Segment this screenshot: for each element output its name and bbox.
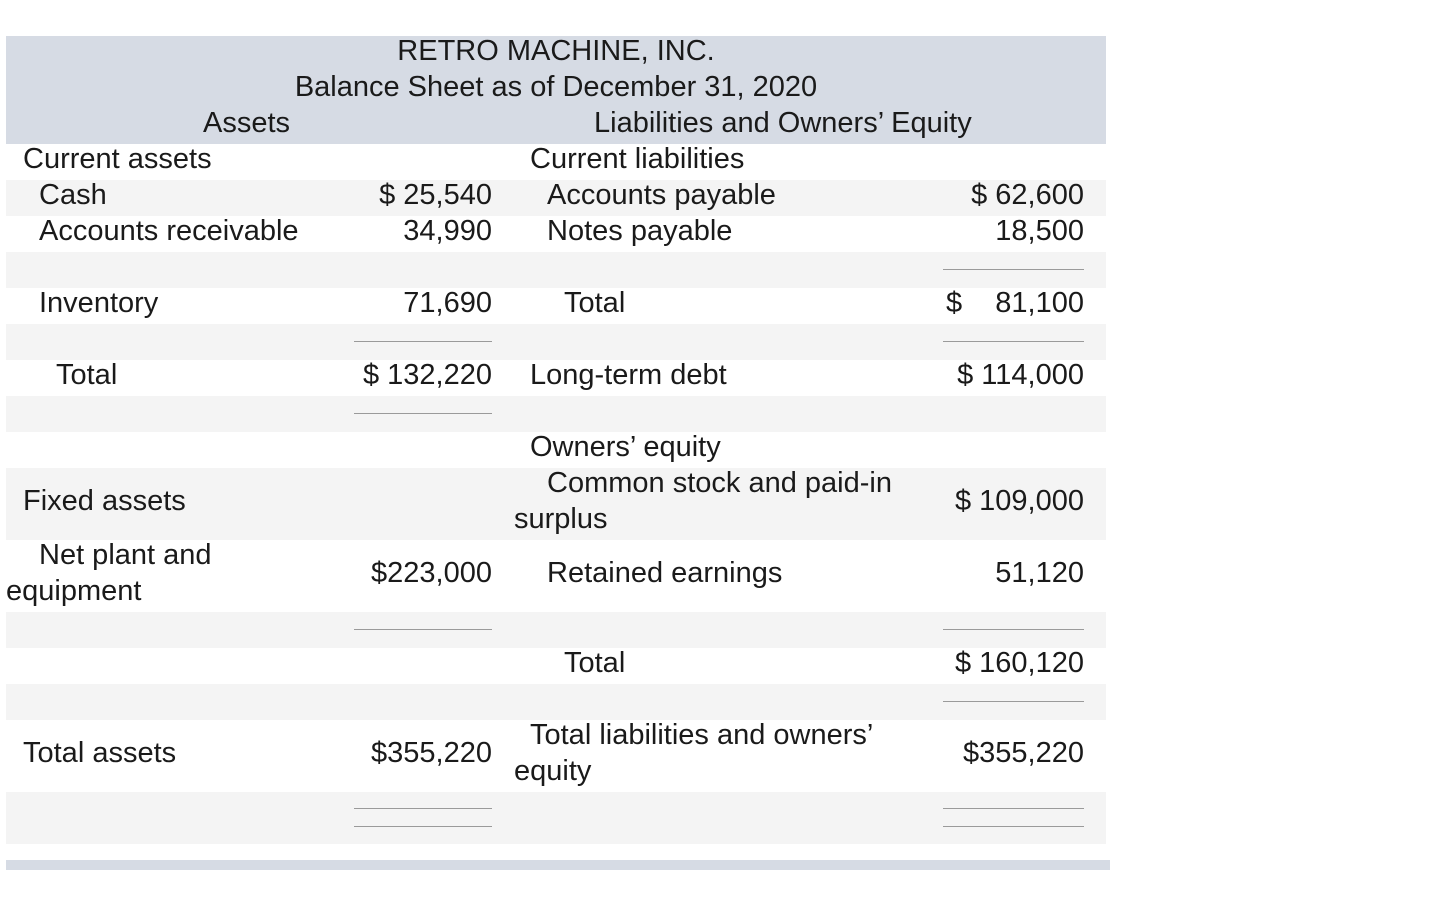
- underline: [354, 413, 492, 414]
- inventory-label: Inventory: [39, 287, 159, 319]
- common-stock-value: $ 109,000: [954, 485, 1084, 517]
- underline: [943, 629, 1084, 630]
- row-band: [6, 612, 1106, 648]
- retained-earnings-label: Retained earnings: [547, 557, 783, 589]
- receivable-label: Accounts receivable: [39, 215, 299, 247]
- receivable-value: 34,990: [403, 215, 492, 247]
- current-liabilities-heading: Current liabilities: [530, 143, 745, 175]
- total-le-label-line1: Total liabilities and owners’: [530, 719, 874, 751]
- assets-heading: Assets: [203, 107, 291, 139]
- current-liabilities-total-label: Total: [564, 287, 626, 319]
- row-band: [6, 684, 1106, 720]
- double-underline: [943, 826, 1084, 827]
- underline: [943, 701, 1084, 702]
- current-assets-total-label: Total: [56, 359, 118, 391]
- owners-equity-heading: Owners’ equity: [530, 431, 721, 463]
- total-le-label-line2: equity: [514, 755, 592, 787]
- current-assets-total-value: $ 132,220: [362, 359, 492, 391]
- net-plant-value: $223,000: [371, 557, 492, 589]
- cash-label: Cash: [39, 179, 107, 211]
- payable-label: Accounts payable: [547, 179, 776, 211]
- row-band: [6, 792, 1106, 844]
- long-term-debt-value: $ 114,000: [957, 359, 1084, 391]
- notes-value: 18,500: [995, 215, 1084, 247]
- row-band: [6, 396, 1106, 432]
- equity-total-label: Total: [564, 647, 626, 679]
- equity-total-value: $ 160,120: [954, 647, 1084, 679]
- common-stock-label-line1: Common stock and paid-in: [547, 467, 892, 499]
- underline: [943, 269, 1084, 270]
- company-name: RETRO MACHINE, INC.: [397, 35, 715, 67]
- net-plant-label-line2: equipment: [6, 575, 142, 607]
- payable-value: $ 62,600: [971, 179, 1084, 211]
- double-underline: [943, 808, 1084, 809]
- underline: [354, 629, 492, 630]
- underline: [354, 341, 492, 342]
- common-stock-label-line2: surplus: [514, 503, 608, 535]
- cash-value: $ 25,540: [379, 179, 492, 211]
- fixed-assets-heading: Fixed assets: [23, 485, 186, 517]
- retained-earnings-value: 51,120: [995, 557, 1084, 589]
- row-band: [6, 252, 1106, 288]
- current-liabilities-total-value: 81,100: [995, 287, 1084, 319]
- inventory-value: 71,690: [403, 287, 492, 319]
- balance-sheet-table: [6, 36, 1106, 844]
- total-assets-value: $355,220: [371, 737, 492, 769]
- net-plant-label-line1: Net plant and: [39, 539, 212, 571]
- liabilities-heading: Liabilities and Owners’ Equity: [594, 107, 972, 139]
- statement-title: Balance Sheet as of December 31, 2020: [294, 71, 818, 103]
- double-underline: [354, 808, 492, 809]
- total-le-value: $355,220: [963, 737, 1084, 769]
- notes-label: Notes payable: [547, 215, 733, 247]
- footer-bar: [6, 860, 1110, 870]
- current-assets-heading: Current assets: [23, 143, 212, 175]
- double-underline: [354, 826, 492, 827]
- total-assets-label: Total assets: [23, 737, 177, 769]
- long-term-debt-label: Long-term debt: [530, 359, 727, 391]
- current-liabilities-total-symbol: $: [946, 287, 963, 319]
- row-band: [6, 324, 1106, 360]
- underline: [943, 341, 1084, 342]
